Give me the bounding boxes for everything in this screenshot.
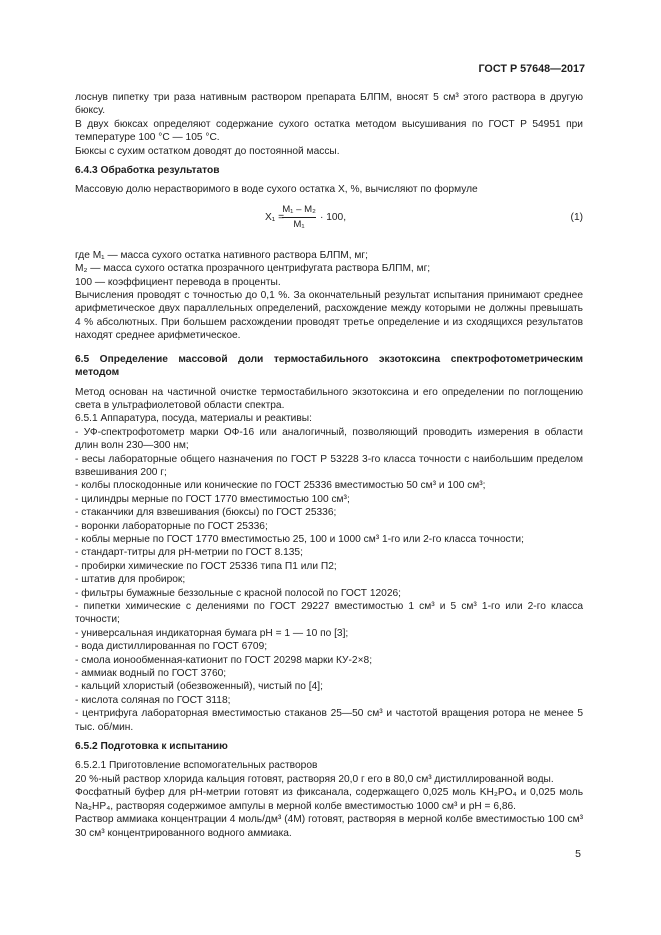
formula-denominator: M₁: [293, 218, 305, 230]
list-item: - пипетки химические с делениями по ГОСТ 29227 вместимостью 1 см³ и 5 см³ 1-го или 2-го класса точности;: [75, 601, 583, 626]
list-item: - аммиак водный по ГОСТ 3760;: [75, 668, 227, 680]
paragraph-calculations: Вычисления проводят с точностью до 0,1 %. За окончательный результат испытания принимают среднее арифметическое двух параллельных определений, расхождение между которыми не должны превышать 4 % абсолютных. При большем расхождении проводят третье определение и из сходящихся результатов находят среднее арифметическое.: [75, 290, 583, 342]
list-item: - стандарт-титры для pH-метрии по ГОСТ 8.135;: [75, 547, 303, 559]
formula-number: (1): [570, 211, 583, 223]
formula-rhs: · 100,: [320, 211, 347, 223]
list-item: - пробирки химические по ГОСТ 25336 типа П1 или П2;: [75, 560, 337, 572]
list-item: - воронки лабораторные по ГОСТ 25336;: [75, 520, 268, 532]
standard-header: ГОСТ Р 57648—2017: [478, 63, 585, 75]
paragraph-formula-intro: Массовую долю нерастворимого в воде сухого остатка X, %, вычисляют по формуле: [75, 184, 478, 196]
list-item: - стаканчики для взвешивания (бюксы) по ГОСТ 25336;: [75, 507, 337, 519]
list-item: - кислота соляная по ГОСТ 3118;: [75, 694, 231, 706]
document-body: [75, 91, 583, 840]
paragraph-phosphate-buffer: Фосфатный буфер для pH-метрии готовят из фиксанала, содержащего 0,025 моль KH₂PO₄ и 0,025 моль Na₂HP₄, растворяя содержимое ампулы в мерной колбе вместимостью 1000 см³ и pH = 6,86.: [75, 787, 583, 812]
formula-fraction: [282, 204, 316, 231]
heading-6-5: 6.5 Определение массовой доли термостабильного экзотоксина спектрофотометрическим методом: [75, 353, 583, 379]
list-item: - универсальная индикаторная бумага pH = 1 — 10 по [3];: [75, 627, 349, 639]
where-m2: M₂ — масса сухого остатка прозрачного центрифугата раствора БЛПМ, мг;: [75, 263, 431, 275]
list-item: - весы лабораторные общего назначения по ГОСТ Р 53228 3-го класса точности с наибольшим пределом взвешивания 200 г;: [75, 453, 583, 478]
paragraph-calcium-chloride: 20 %-ный раствор хлорида кальция готовят, растворяя 20,0 г его в 80,0 см³ дистиллированной воды.: [75, 773, 554, 785]
list-item: - коблы мерные по ГОСТ 1770 вместимостью 25, 100 и 1000 см³ 1-го или 2-го класса точности;: [75, 533, 524, 545]
paragraph-drying: В двух бюксах определяют содержание сухого остатка методом высушивания по ГОСТ Р 54951 при температуре 100 °С — 105 °С.: [75, 118, 583, 144]
paragraph-constant-mass: Бюксы с сухим остатком доводят до постоянной массы.: [75, 145, 340, 157]
list-item: - штатив для пробирок;: [75, 574, 186, 586]
paragraph-6-5-1: 6.5.1 Аппаратура, посуда, материалы и реактивы:: [75, 413, 312, 425]
list-item: - кальций хлористый (обезвоженный), чистый по [4];: [75, 681, 323, 693]
list-item: - цилиндры мерные по ГОСТ 1770 вместимостью 100 см³;: [75, 493, 350, 505]
heading-6-4-3: 6.4.3 Обработка результатов: [75, 165, 220, 177]
list-item: - УФ-спектрофотометр марки ОФ-16 или аналогичный, позволяющий проводить измерения в области длин волн 230—300 нм;: [75, 426, 583, 452]
paragraph-6-5-2-1: 6.5.2.1 Приготовление вспомогательных растворов: [75, 760, 318, 772]
formula-1: [75, 203, 583, 243]
list-item: - центрифуга лабораторная вместимостью стаканов 25—50 см³ и частотой вращения ротора не менее 5 тыс. об/мин.: [75, 708, 583, 733]
list-item: - фильтры бумажные беззольные с красной полосой по ГОСТ 12026;: [75, 587, 401, 599]
paragraph-ammonia: Раствор аммиака концентрации 4 моль/дм³ (4М) готовят, растворяя в мерной колбе вместимостью 100 см³ 30 см³ концентрированного водного аммиака.: [75, 814, 583, 839]
list-item: - вода дистиллированная по ГОСТ 6709;: [75, 641, 268, 653]
equipment-list: [75, 426, 583, 734]
where-m1: где M₁ — масса сухого остатка нативного раствора БЛПМ, мг;: [75, 249, 368, 261]
list-item: - колбы плоскодонные или конические по ГОСТ 25336 вместимостью 50 см³ и 100 см³;: [75, 480, 486, 492]
formula-numerator: M₁ – M₂: [282, 204, 316, 218]
formula-lhs: X₁ =: [265, 211, 285, 223]
where-100: 100 — коэффициент перевода в проценты.: [75, 276, 281, 288]
heading-6-5-2: 6.5.2 Подготовка к испытанию: [75, 741, 228, 753]
list-item: - смола ионообменная-катионит по ГОСТ 20298 марки КУ-2×8;: [75, 654, 373, 666]
paragraph-method: Метод основан на частичной очистке термостабильного экзотоксина и его определении по поглощению света в ультрафиолетовой области спектра.: [75, 386, 583, 411]
page-number: 5: [575, 848, 581, 860]
paragraph-continuation: лоснув пипетку три раза нативным раствором препарата БЛПМ, вносят 5 см³ этого раствора в другую бюксу.: [75, 92, 583, 117]
